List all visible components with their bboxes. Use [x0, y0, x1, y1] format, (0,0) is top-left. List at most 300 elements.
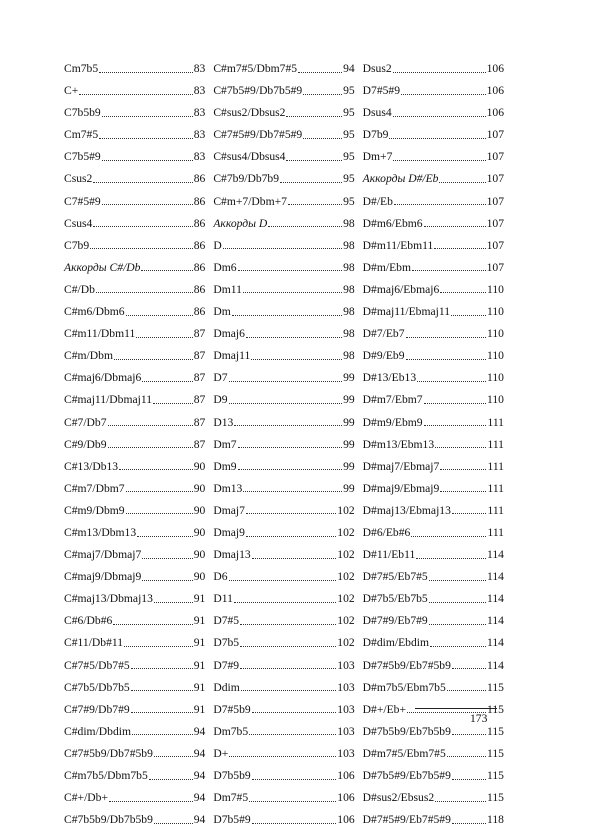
entry-chord-name: D#m11/Ebm11: [362, 238, 434, 252]
dot-leader: [435, 447, 486, 448]
index-entry: [213, 588, 354, 610]
entry-page-number: 103: [337, 724, 355, 738]
index-entry: [64, 765, 205, 787]
dot-leader: [243, 491, 342, 492]
dot-leader: [93, 226, 192, 227]
index-column-1: [64, 58, 205, 831]
index-entry: [213, 434, 354, 456]
dot-leader: [243, 292, 342, 293]
index-entry: [64, 478, 205, 500]
entry-page-number: 107: [486, 128, 504, 142]
entry-chord-name: D7b5b9: [213, 769, 251, 782]
entry-chord-name: D7b5#9: [213, 813, 251, 827]
entry-page-number: 86: [193, 194, 206, 208]
entry-chord-name: D#maj9/Ebmaj9: [362, 481, 440, 495]
index-section-heading: [213, 213, 354, 235]
entry-page-number: 91: [193, 592, 206, 606]
entry-chord-name: D7#9: [213, 658, 240, 672]
entry-chord-name: C#sus2/Dbsus2: [213, 106, 286, 120]
entry-chord-name: C#7b5b9/Db7b5b9: [64, 813, 153, 827]
entry-chord-name: D6: [213, 570, 228, 584]
entry-chord-name: D#7#5#9/Eb7#5#9: [362, 813, 451, 827]
entry-page-number: 102: [337, 548, 355, 562]
entry-chord-name: D#11/Eb11: [362, 548, 416, 562]
entry-chord-name: D7#5: [213, 614, 240, 628]
index-entry: [64, 699, 205, 721]
index-entry: [363, 456, 504, 478]
entry-page-number: 98: [343, 260, 355, 274]
dot-leader: [429, 580, 486, 581]
index-entry: [363, 809, 504, 831]
entry-page-number: 115: [487, 680, 504, 694]
entry-page-number: 99: [343, 437, 355, 451]
entry-page-number: 107: [486, 238, 504, 252]
entry-page-number: 99: [343, 371, 355, 385]
entry-chord-name: C#7#5b9/Db7#5b9: [64, 746, 153, 760]
dot-leader: [136, 337, 192, 338]
dot-leader: [393, 116, 486, 117]
entry-page-number: 102: [337, 525, 355, 539]
entry-page-number: 107: [486, 172, 504, 186]
index-entry: [363, 323, 504, 345]
dot-leader: [447, 690, 486, 691]
entry-page-number: 86: [193, 305, 206, 319]
dot-leader: [240, 646, 336, 647]
dot-leader: [238, 270, 343, 271]
index-entry: [64, 588, 205, 610]
index-entry: [64, 124, 205, 146]
dot-leader: [303, 138, 342, 139]
entry-chord-name: Dm9: [213, 459, 237, 473]
index-entry: [363, 522, 504, 544]
entry-chord-name: C#m11/Dbm11: [64, 327, 136, 341]
entry-page-number: 90: [193, 481, 206, 495]
entry-page-number: 83: [193, 84, 206, 98]
entry-page-number: 94: [193, 769, 206, 782]
entry-page-number: 95: [343, 172, 355, 186]
entry-chord-name: D#m/Ebm: [362, 260, 411, 274]
entry-page-number: 115: [487, 746, 504, 760]
index-entry: [363, 655, 504, 677]
entry-chord-name: C#7#9/Db7#9: [64, 702, 130, 716]
dot-leader: [240, 624, 336, 625]
entry-page-number: 106: [337, 769, 355, 782]
dot-leader: [119, 469, 193, 470]
entry-chord-name: D9: [213, 393, 228, 407]
dot-leader: [249, 801, 336, 802]
entry-page-number: 99: [343, 459, 355, 473]
entry-page-number: 114: [487, 614, 504, 628]
index-entry: [363, 434, 504, 456]
dot-leader: [447, 756, 486, 757]
entry-chord-name: C#+/Db+: [64, 791, 108, 805]
index-entry: [64, 632, 205, 654]
dot-leader: [142, 381, 192, 382]
entry-chord-name: C#m13/Dbm13: [64, 525, 137, 539]
index-entry: [213, 389, 354, 411]
dot-leader: [108, 447, 193, 448]
dot-leader: [126, 491, 193, 492]
index-entry: [213, 721, 354, 743]
entry-page-number: 110: [487, 305, 504, 319]
index-column-2: [213, 58, 354, 831]
entry-page-number: 87: [193, 371, 206, 385]
index-entry: [363, 279, 504, 301]
dot-leader: [429, 624, 486, 625]
entry-chord-name: Ddim: [213, 680, 240, 694]
index-entry: [64, 610, 205, 632]
entry-page-number: 83: [193, 106, 206, 120]
dot-leader: [452, 734, 486, 735]
dot-leader: [246, 536, 336, 537]
entry-page-number: 95: [343, 84, 355, 98]
index-entry: [64, 345, 205, 367]
entry-chord-name: D#/Eb: [362, 194, 393, 208]
entry-page-number: 98: [343, 327, 355, 341]
dot-leader: [394, 204, 486, 205]
entry-page-number: 107: [486, 194, 504, 208]
entry-page-number: 111: [487, 437, 504, 451]
entry-chord-name: D#maj13/Ebmaj13: [362, 503, 451, 517]
entry-chord-name: D#7#5b9/Eb7#5b9: [362, 658, 451, 672]
dot-leader: [131, 690, 193, 691]
dot-leader: [440, 469, 486, 470]
index-entry: [363, 632, 504, 654]
dot-leader: [126, 315, 193, 316]
entry-page-number: 118: [487, 813, 504, 827]
dot-leader: [252, 823, 337, 824]
entry-page-number: 115: [487, 702, 504, 716]
index-entry: [213, 168, 354, 190]
entry-chord-name: Dmaj11: [213, 349, 251, 363]
index-entry: [64, 434, 205, 456]
entry-page-number: 87: [193, 393, 206, 407]
index-entry: [363, 235, 504, 257]
entry-chord-name: C#9/Db9: [64, 437, 107, 451]
entry-page-number: 103: [337, 702, 355, 716]
dot-leader: [406, 337, 486, 338]
entry-page-number: 91: [193, 614, 206, 628]
entry-chord-name: C#7b9/Db7b9: [213, 172, 280, 186]
dot-leader: [131, 712, 193, 713]
entry-chord-name: Аккорды D#/Eb: [362, 172, 439, 186]
index-entry: [213, 235, 354, 257]
index-entry: [213, 765, 354, 787]
index-entry: [64, 677, 205, 699]
entry-chord-name: Cm7#5: [64, 128, 99, 142]
entry-page-number: 102: [337, 570, 355, 584]
index-entry: [64, 367, 205, 389]
dot-leader: [99, 72, 193, 73]
dot-leader: [252, 779, 337, 780]
index-entry: [64, 721, 205, 743]
entry-chord-name: D#7#5/Eb7#5: [362, 570, 428, 584]
entry-chord-name: D11: [213, 592, 233, 606]
entry-page-number: 98: [343, 238, 355, 252]
index-entry: [213, 478, 354, 500]
index-entry: [363, 787, 504, 809]
entry-page-number: 114: [487, 570, 504, 584]
entry-chord-name: D#maj11/Ebmaj11: [362, 305, 451, 319]
index-entry: [64, 146, 205, 168]
entry-chord-name: D#7#9/Eb7#9: [362, 614, 428, 628]
entry-chord-name: Dm7#5: [213, 791, 249, 805]
entry-page-number: 110: [487, 327, 504, 341]
index-entry: [64, 743, 205, 765]
dot-leader: [93, 182, 192, 183]
entry-page-number: 99: [343, 481, 355, 495]
entry-chord-name: D#9/Eb9: [362, 349, 405, 363]
index-entry: [64, 566, 205, 588]
index-entry: [64, 102, 205, 124]
entry-page-number: 87: [193, 437, 206, 451]
entry-page-number: 87: [193, 415, 206, 429]
entry-chord-name: C#maj9/Dbmaj9: [64, 570, 142, 584]
dot-leader: [234, 425, 342, 426]
entry-page-number: 111: [487, 481, 504, 495]
dot-leader: [238, 469, 343, 470]
index-entry: [213, 146, 354, 168]
dot-leader: [288, 204, 342, 205]
entry-page-number: 83: [193, 128, 206, 142]
dot-leader: [114, 359, 193, 360]
entry-chord-name: Dm7: [213, 437, 237, 451]
index-entry: [213, 456, 354, 478]
dot-leader: [430, 646, 486, 647]
entry-page-number: 86: [193, 172, 206, 186]
dot-leader: [406, 359, 486, 360]
entry-page-number: 94: [343, 62, 355, 75]
entry-page-number: 114: [487, 658, 504, 672]
index-entry: [363, 478, 504, 500]
entry-chord-name: Cm7b5: [64, 62, 99, 75]
dot-leader: [240, 668, 336, 669]
dot-leader: [452, 779, 486, 780]
index-entry: [363, 566, 504, 588]
index-entry: [213, 677, 354, 699]
entry-chord-name: Аккорды D: [213, 216, 268, 230]
index-entry: [64, 168, 205, 190]
index-entry: [363, 146, 504, 168]
dot-leader: [298, 72, 342, 73]
page-number: 173: [470, 712, 488, 725]
entry-chord-name: D#m7#5/Ebm7#5: [362, 746, 446, 760]
entry-page-number: 90: [193, 503, 206, 517]
index-entry: [213, 102, 354, 124]
index-entry: [213, 279, 354, 301]
entry-chord-name: Dmaj13: [213, 548, 251, 562]
index-entry: [64, 279, 205, 301]
entry-page-number: 107: [486, 150, 504, 164]
entry-chord-name: D#7b5b9/Eb7b5b9: [362, 724, 451, 738]
entry-page-number: 95: [343, 150, 355, 164]
dot-leader: [416, 558, 486, 559]
entry-chord-name: D#m9/Ebm9: [362, 415, 423, 429]
index-entry: [213, 80, 354, 102]
entry-chord-name: C#m9/Dbm9: [64, 503, 125, 517]
entry-page-number: 94: [193, 746, 206, 760]
dot-leader: [109, 801, 193, 802]
dot-leader: [79, 94, 192, 95]
entry-chord-name: C+: [64, 84, 79, 98]
entry-page-number: 106: [337, 791, 355, 805]
dot-leader: [452, 668, 486, 669]
index-entry: [213, 743, 354, 765]
dot-leader: [153, 403, 193, 404]
entry-chord-name: C#maj7/Dbmaj7: [64, 548, 142, 562]
index-entry: [363, 191, 504, 213]
index-entry: [213, 345, 354, 367]
entry-page-number: 103: [337, 746, 355, 760]
entry-page-number: 106: [337, 813, 355, 827]
entry-page-number: 106: [486, 84, 504, 98]
index-entry: [213, 367, 354, 389]
entry-chord-name: C#11/Db#11: [64, 636, 124, 650]
dot-leader: [154, 756, 193, 757]
index-section-heading: [64, 257, 205, 279]
entry-chord-name: Dm6: [213, 260, 237, 274]
entry-chord-name: D7b9: [362, 128, 389, 142]
entry-page-number: 98: [343, 349, 355, 363]
entry-chord-name: Dmaj6: [213, 327, 245, 341]
index-entry: [363, 412, 504, 434]
entry-chord-name: Dm+7: [362, 150, 393, 164]
entry-chord-name: Dm7b5: [213, 724, 249, 738]
index-entry: [213, 522, 354, 544]
entry-page-number: 110: [487, 282, 504, 296]
entry-chord-name: Csus4: [64, 216, 93, 230]
index-entry: [213, 544, 354, 566]
entry-page-number: 99: [343, 393, 355, 407]
index-entry: [213, 191, 354, 213]
dot-leader: [252, 558, 337, 559]
dot-leader: [124, 646, 193, 647]
index-entry: [64, 412, 205, 434]
index-entry: [64, 58, 205, 80]
dot-leader: [268, 226, 342, 227]
entry-page-number: 111: [487, 415, 504, 429]
index-entry: [363, 102, 504, 124]
entry-page-number: 91: [193, 636, 206, 650]
entry-chord-name: C#maj13/Dbmaj13: [64, 592, 153, 606]
entry-chord-name: D13: [213, 415, 234, 429]
index-entry: [363, 677, 504, 699]
dot-leader: [280, 182, 342, 183]
entry-chord-name: D#maj6/Ebmaj6: [362, 282, 440, 296]
entry-page-number: 98: [343, 282, 355, 296]
index-entry: [64, 456, 205, 478]
entry-page-number: 115: [487, 724, 504, 738]
entry-chord-name: D#13/Eb13: [362, 371, 417, 385]
dot-leader: [412, 270, 486, 271]
dot-leader: [424, 226, 486, 227]
entry-chord-name: C7b5b9: [64, 106, 101, 120]
index-entry: [64, 522, 205, 544]
entry-page-number: 106: [486, 62, 504, 75]
dot-leader: [429, 602, 486, 603]
dot-leader: [452, 823, 486, 824]
entry-chord-name: D7: [213, 371, 228, 385]
dot-leader: [229, 756, 336, 757]
entry-chord-name: C#maj6/Dbmaj6: [64, 371, 142, 385]
index-entry: [363, 367, 504, 389]
dot-leader: [154, 823, 193, 824]
dot-leader: [389, 138, 485, 139]
entry-chord-name: D: [213, 238, 222, 252]
index-entry: [363, 345, 504, 367]
entry-page-number: 90: [193, 459, 206, 473]
dot-leader: [223, 248, 342, 249]
entry-chord-name: D#m7/Ebm7: [362, 393, 423, 407]
dot-leader: [411, 536, 486, 537]
index-entry: [363, 80, 504, 102]
entry-chord-name: D#7b5/Eb7b5: [362, 592, 428, 606]
entry-chord-name: D#7b5#9/Eb7b5#9: [362, 769, 451, 782]
entry-page-number: 86: [193, 238, 206, 252]
entry-chord-name: C7b5#9: [64, 150, 101, 164]
dot-leader: [252, 712, 337, 713]
index-entry: [64, 655, 205, 677]
entry-chord-name: C#m7#5/Dbm7#5: [213, 62, 298, 75]
entry-page-number: 98: [343, 216, 355, 230]
entry-page-number: 94: [193, 724, 206, 738]
entry-page-number: 90: [193, 548, 206, 562]
index-entry: [363, 213, 504, 235]
index-entry: [213, 323, 354, 345]
entry-chord-name: C#7#5/Db7#5: [64, 658, 130, 672]
entry-chord-name: D#sus2/Ebsus2: [362, 791, 435, 805]
entry-page-number: 94: [193, 791, 206, 805]
index-entry: [64, 191, 205, 213]
entry-chord-name: C7#5#9: [64, 194, 101, 208]
entry-page-number: 91: [193, 680, 206, 694]
dot-leader: [286, 160, 342, 161]
entry-chord-name: D#6/Eb#6: [362, 525, 411, 539]
index-entry: [213, 787, 354, 809]
entry-page-number: 102: [337, 614, 355, 628]
entry-page-number: 106: [486, 106, 504, 120]
entry-chord-name: Csus2: [64, 172, 93, 186]
dot-leader: [90, 248, 193, 249]
dot-leader: [303, 94, 342, 95]
entry-page-number: 107: [486, 216, 504, 230]
dot-leader: [435, 801, 486, 802]
entry-page-number: 90: [193, 525, 206, 539]
index-entry: [363, 389, 504, 411]
entry-chord-name: D#+/Eb+: [362, 702, 407, 716]
index-entry: [213, 412, 354, 434]
entry-chord-name: D+: [213, 746, 229, 760]
dot-leader: [137, 536, 193, 537]
dot-leader: [440, 491, 486, 492]
entry-page-number: 110: [487, 371, 504, 385]
index-page: [64, 58, 504, 831]
dot-leader: [154, 602, 193, 603]
entry-page-number: 114: [487, 592, 504, 606]
dot-leader: [232, 315, 342, 316]
index-entry: [213, 632, 354, 654]
entry-chord-name: C#6/Db#6: [64, 614, 113, 628]
entry-chord-name: D#maj7/Ebmaj7: [362, 459, 440, 473]
index-entry: [363, 58, 504, 80]
dot-leader: [440, 292, 486, 293]
dot-leader: [401, 94, 486, 95]
entry-chord-name: C#m7b5/Dbm7b5: [64, 769, 148, 782]
entry-page-number: 111: [487, 525, 504, 539]
index-entry: [363, 743, 504, 765]
entry-page-number: 114: [487, 636, 504, 650]
dot-leader: [417, 381, 486, 382]
